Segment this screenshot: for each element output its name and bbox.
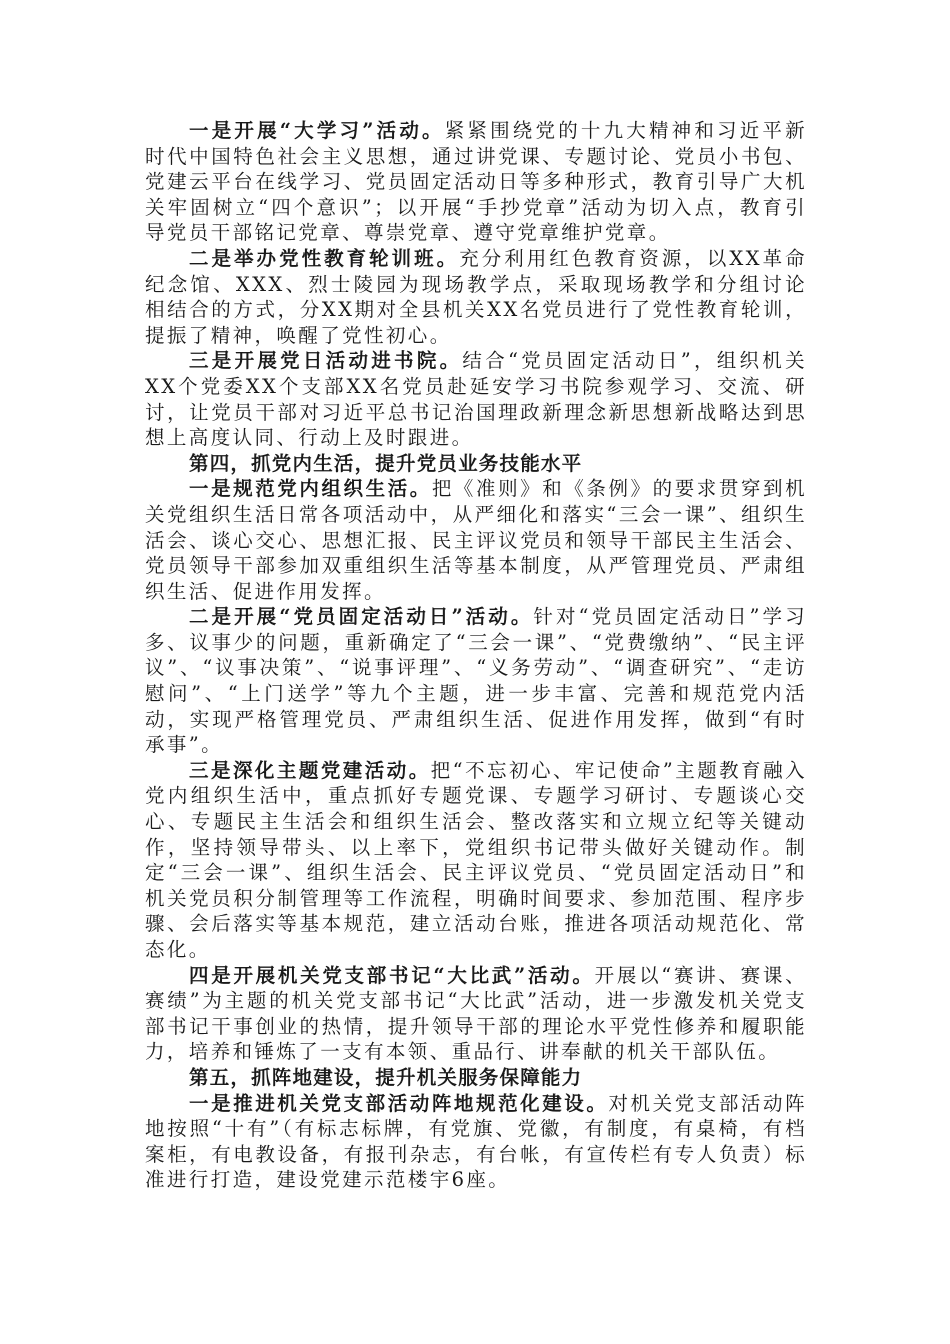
paragraph-training-class <box>145 246 807 348</box>
paragraph-text: 把《准则》和《条例》的要求贯穿到机关党组织生活日常各项活动中，从严细化和落实“三会一课”、组织生活会、谈心交心、思想汇报、民主评议党员和领导干部民主生活会、党员领导干部参加双重组织生活等基本制度，从严管理党员、严肃组织生活、促进作用发挥。 <box>145 477 807 603</box>
paragraph-lead: 三是开展党日活动进书院。 <box>189 349 463 373</box>
paragraph-text: 紧紧围绕党的十九大精神和习近平新时代中国特色社会主义思想，通过讲党课、专题讨论、党员小书包、党建云平台在线学习、党员固定活动日等多种形式，教育引导广大机关牢固树立“四个意识”；以开展“手抄党章”活动为切入点，教育引导党员干部铭记党章、尊崇党章、遵守党章维护党章。 <box>145 119 808 245</box>
paragraph-text: 对机关党支部活动阵地按照“十有”（有标志标牌，有党旗、党徽，有制度，有桌椅，有档案柜，有电教设备，有报刊杂志，有台帐，有宣传栏有专人负责）标准进行打造，建设党建示范楼宇6座。 <box>145 1091 807 1192</box>
paragraph-theme-activity <box>145 758 807 963</box>
section-heading-5: 第五，抓阵地建设，提升机关服务保障能力 <box>189 1065 583 1089</box>
paragraph-lead: 一是开展“大学习”活动。 <box>189 119 445 142</box>
paragraph-lead: 三是深化主题党建活动。 <box>189 758 431 782</box>
paragraph-lead: 一是推进机关党支部活动阵地规范化建设。 <box>189 1091 609 1115</box>
paragraph-secretary-contest <box>145 963 807 1065</box>
paragraph-lead: 二是举办党性教育轮训班。 <box>189 246 460 270</box>
paragraph-organization-life <box>145 476 807 604</box>
paragraph-text: 把“不忘初心、牢记使命”主题教育融入党内组织生活中，重点抓好专题党课、专题学习研讨、专题谈心交心、专题民主生活会和组织生活会、整改落实和立规立纪等关键动作，坚持领导带头、以上率下，党组织书记带头做好关键动作。制定“三会一课”、组织生活会、民主评议党员、“党员固定活动日”和机关党员积分制管理等工作流程，明确时间要求、参加范围、程序步骤、会后落实等基本规范，建立活动台账，推进各项活动规范化、常态化。 <box>145 758 807 961</box>
paragraph-lead: 二是开展“党员固定活动日”活动。 <box>189 605 534 629</box>
paragraph-text: 开展以“赛讲、赛课、赛绩”为主题的机关党支部书记“大比武”活动，进一步激发机关党支部书记干事创业的热情，提升领导干部的理论水平党性修养和履职能力，培养和锤炼了一支有本领、重品行、讲奉献的机关干部队伍。 <box>145 963 807 1064</box>
paragraph-lead: 四是开展机关党支部书记“大比武”活动。 <box>189 963 595 987</box>
paragraph-study-activity <box>145 118 807 246</box>
paragraph-lead: 一是规范党内组织生活。 <box>189 477 432 501</box>
paragraph-fixed-activity-day <box>145 604 807 758</box>
paragraph-text: 充分利用红色教育资源，以XX革命纪念馆、XXX、烈士陵园为现场教学点，采取现场教学和分组讨论相结合的方式，分XX期对全县机关XX名党员进行了党性教育轮训，提振了精神，唤醒了党性初心。 <box>145 246 807 347</box>
section-heading-4: 第四，抓党内生活，提升党员业务技能水平 <box>189 451 583 475</box>
paragraph-text: 针对“党员固定活动日”学习多、议事少的问题，重新确定了“三会一课”、“党费缴纳”、“民主评议”、“议事决策”、“说事评理”、“义务劳动”、“调查研究”、“走访慰问”、“上门送学”等九个主题，进一步丰富、完善和规范党内活动，实现严格管理党员、严肃组织生活、促进作用发挥，做到“有时承事”。 <box>145 605 807 757</box>
paragraph-text: 结合“党员固定活动日”，组织机关XX个党委XX个支部XX名党员赴延安学习书院参观学习、交流、研讨，让党员干部对习近平总书记治国理政新理念新思想新战略达到思想上高度认同、行动上及时跟进。 <box>145 349 807 450</box>
document-body <box>145 118 807 1193</box>
paragraph-venue-construction <box>145 1091 807 1193</box>
paragraph-party-day <box>145 348 807 450</box>
